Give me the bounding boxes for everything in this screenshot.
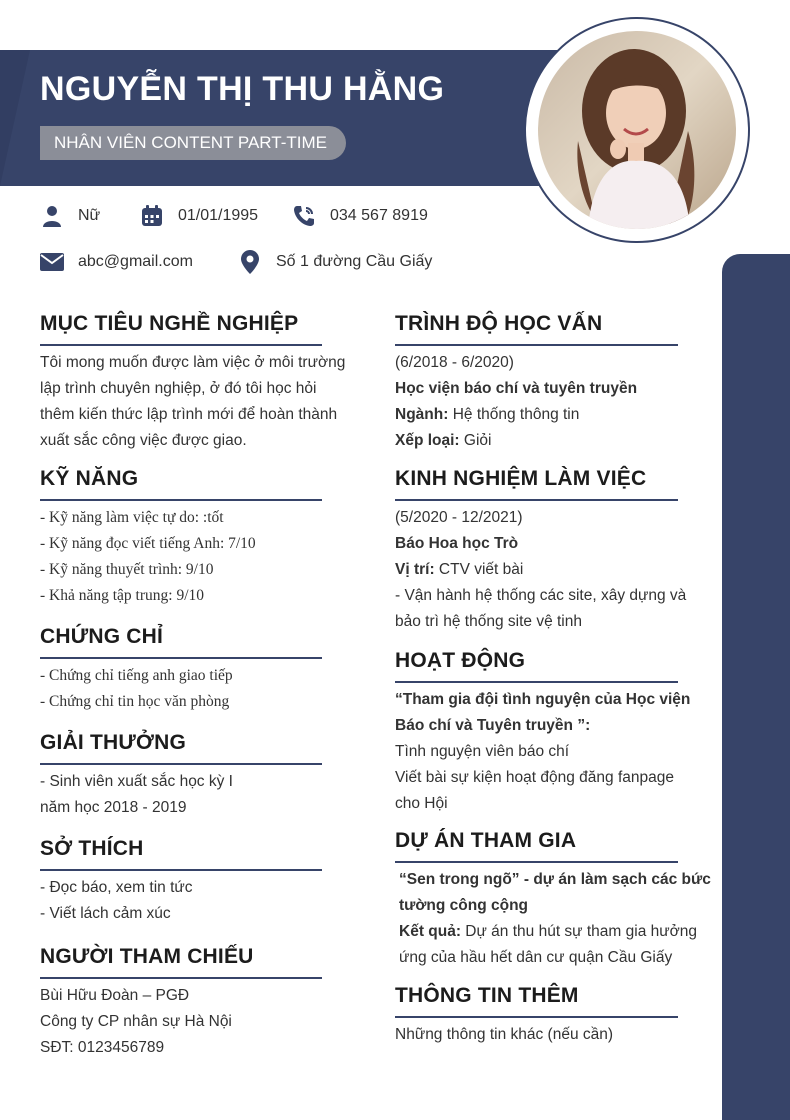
email-info — [40, 250, 193, 274]
certs-divider — [40, 657, 322, 659]
refs-title: NGƯỜI THAM CHIẾU — [40, 945, 254, 968]
education-title: TRÌNH ĐỘ HỌC VẤN — [395, 312, 603, 335]
experience-text: (5/2020 - 12/2021) Báo Hoa học Trò Vị trí: CTV viết bài - Vận hành hệ thống các site, xây dựng và bảo trì hệ thống site vệ tinh — [395, 509, 687, 630]
awards-text: - Sinh viên xuất sắc học kỳ I năm học 2018 - 2019 — [40, 773, 233, 816]
hobbies-list — [40, 875, 193, 927]
phone-value: 034 567 8919 — [330, 207, 428, 224]
awards-title: GIẢI THƯỞNG — [40, 731, 187, 754]
skills-title: KỸ NĂNG — [40, 467, 139, 490]
hobbies-divider — [40, 869, 322, 871]
gender-info — [40, 204, 100, 228]
skills-list — [40, 505, 256, 609]
activities-title: HOẠT ĐỘNG — [395, 649, 526, 672]
phone-info — [292, 204, 428, 228]
dob-value: 01/01/1995 — [178, 207, 259, 224]
more-info-title: THÔNG TIN THÊM — [395, 984, 579, 1007]
refs-divider — [40, 977, 322, 979]
projects-title: DỰ ÁN THAM GIA — [395, 829, 577, 852]
projects-text: “Sen trong ngõ” - dự án làm sạch các bức tường công cộng Kết quả: Dự án thu hút sự tham gia hưởng ứng của hầu hết dân cư quận Cầu Giấy — [399, 871, 711, 966]
refs-text: Bùi Hữu Đoàn – PGĐ Công ty CP nhân sự Hà Nội SĐT: 0123456789 — [40, 987, 232, 1056]
location-pin-icon — [238, 250, 262, 274]
phone-icon — [292, 204, 316, 228]
awards-divider — [40, 763, 322, 765]
activities-text: “Tham gia đội tình nguyện của Học viện Báo chí và Tuyên truyền ”: Tình nguyện viên báo chí Viết bài sự kiện hoạt động đăng fanpage cho Hội — [395, 691, 691, 812]
experience-title: KINH NGHIỆM LÀM VIỆC — [395, 467, 647, 490]
objective-divider — [40, 344, 322, 346]
list-item: - Kỹ năng làm việc tự do: :tốt — [40, 509, 224, 526]
education-divider — [395, 344, 678, 346]
address-info — [238, 250, 432, 274]
objective-title: MỤC TIÊU NGHỀ NGHIỆP — [40, 312, 299, 335]
list-item: - Chứng chỉ tin học văn phòng — [40, 693, 230, 710]
side-decoration-bar — [722, 254, 790, 1120]
list-item: - Khả năng tập trung: 9/10 — [40, 587, 205, 604]
gender-value: Nữ — [78, 207, 101, 224]
profile-photo — [538, 31, 736, 229]
candidate-name: NGUYỄN THỊ THU HẰNG — [40, 70, 445, 108]
activities-divider — [395, 681, 678, 683]
address-value: Số 1 đường Cầu Giấy — [276, 253, 433, 270]
objective-text: Tôi mong muốn được làm việc ở môi trường lập trình chuyên nghiệp, ở đó tôi học hỏi thêm kiến thức lập trình mới để hoàn thành xuất sắc công việc được giao. — [40, 354, 346, 449]
dob-info — [140, 204, 258, 228]
list-item: - Kỹ năng đọc viết tiếng Anh: 7/10 — [40, 535, 256, 552]
education-text: (6/2018 - 6/2020) Học viện báo chí và tuyên truyền Ngành: Hệ thống thông tin Xếp loại: Giỏi — [395, 354, 638, 449]
person-icon — [40, 204, 64, 228]
email-value: abc@gmail.com — [78, 253, 193, 270]
experience-divider — [395, 499, 678, 501]
hobbies-title: SỞ THÍCH — [40, 837, 144, 860]
list-item: - Kỹ năng thuyết trình: 9/10 — [40, 561, 214, 578]
more-info-text: Những thông tin khác (nếu cần) — [395, 1026, 614, 1043]
certs-list — [40, 663, 233, 715]
skills-divider — [40, 499, 322, 501]
list-item: - Đọc báo, xem tin tức — [40, 879, 193, 896]
projects-divider — [395, 861, 678, 863]
mail-icon — [40, 250, 64, 274]
list-item: - Viết lách cảm xúc — [40, 905, 171, 922]
list-item: - Chứng chỉ tiếng anh giao tiếp — [40, 667, 233, 684]
more-info-divider — [395, 1016, 678, 1018]
job-title-badge: NHÂN VIÊN CONTENT PART-TIME — [40, 126, 346, 160]
certs-title: CHỨNG CHỈ — [40, 625, 164, 648]
calendar-icon — [140, 204, 164, 228]
